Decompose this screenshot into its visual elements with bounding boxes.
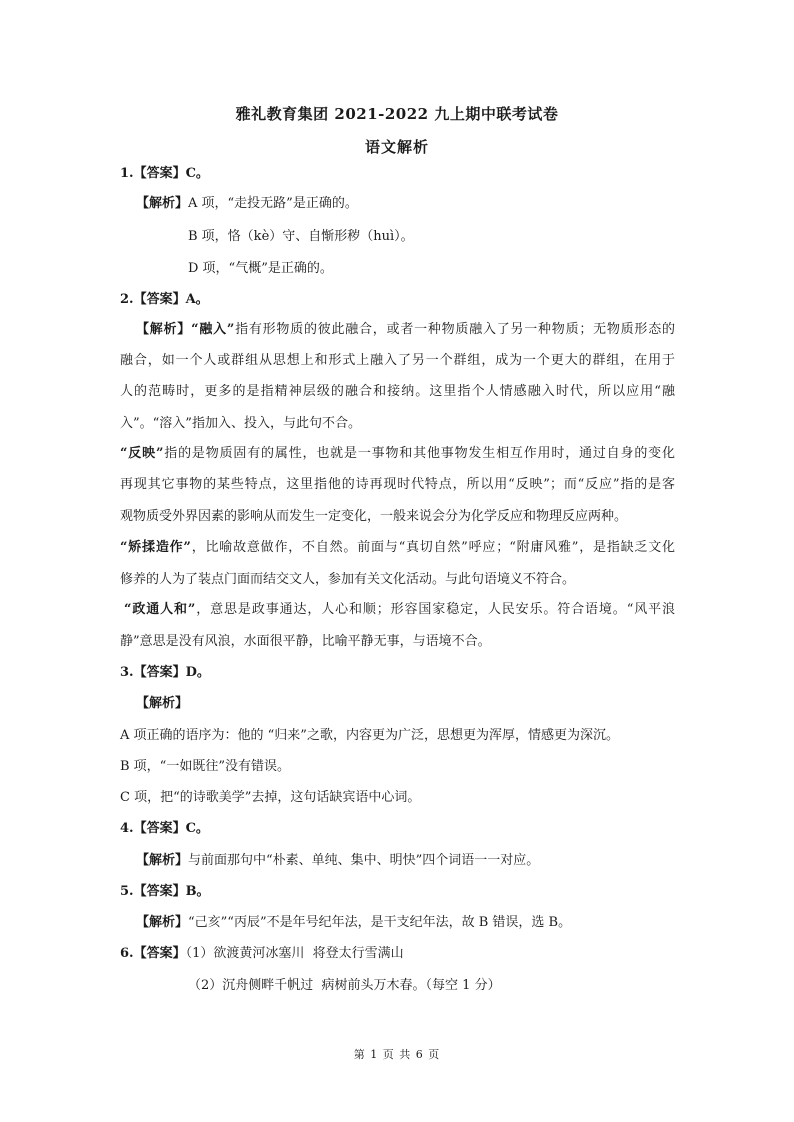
q5-analysis-text: “己亥”“丙辰”不是年号纪年法，是干支纪年法，故 B 错误，选 B。 [188, 915, 572, 930]
q2-p3-line-1 [120, 533, 675, 563]
q4-analysis-text: 与前面那句中“朴素、单纯、集中、明快”四个词语一一对应。 [188, 853, 540, 868]
q2-p4-line-1-text: ，意思是政事通达，人心和顺；形容国家稳定，人民安乐。符合语境。“风平浪 [195, 602, 675, 617]
q6-answer-row [120, 945, 404, 963]
q4-analysis-label: 【解析】 [136, 853, 189, 868]
q1-analysis-label: 【解析】 [136, 196, 189, 211]
q2-answer: 2.【答案】A。 [120, 292, 209, 307]
q2-term-jiaorou: “矫揉造作” [120, 540, 191, 555]
q4-answer: 4.【答案】C。 [120, 821, 209, 836]
q2-analysis-label: 【解析】 [136, 322, 192, 337]
q6-line-1: （1）欲渡黄河冰塞川 将登太行雪满山 [185, 946, 404, 961]
q6-answer: 6.【答案】 [120, 946, 186, 961]
q2-term-zhengtong: “政通人和” [124, 602, 196, 617]
q2-p3-line-2: 修养的人为了装点门面而结交文人，参加有关文化活动。与此句语境义不符合。 [120, 572, 576, 587]
q2-p1-line-2: 融合，如一个人或群组从思想上和形式上融入了另一个群组，成为一个更大的群组，在用于 [120, 353, 675, 368]
q1-analysis-line-3: D 项，“气概”是正确的。 [188, 261, 333, 276]
q2-p2-line-2: 再现其它事物的某些特点，这里指他的诗再现时代特点，所以用“反映”；而“反应”指的是客 [120, 477, 675, 492]
q2-p1-line-1 [136, 315, 675, 345]
q2-p1-line-4: 入”。“溶入”指加入、投入，与此句不合。 [120, 416, 361, 431]
q3-line-2: B 项，“一如既往”没有错误。 [120, 759, 290, 774]
q5-analysis [136, 914, 571, 932]
q2-p2-line-3: 观物质受外界因素的影响从而发生一定变化，一般来说会分为化学反应和物理反应两种。 [120, 509, 628, 524]
q2-term-fanying: “反映” [120, 446, 164, 461]
q3-line-3: C 项，把“的诗歌美学”去掉，这句话缺宾语中心词。 [120, 790, 421, 805]
q2-p2-line-1 [120, 439, 675, 469]
q5-analysis-label: 【解析】 [136, 915, 189, 930]
q1-analysis-line-1: A 项，“走投无路”是正确的。 [188, 196, 358, 211]
page-footer: 第 1 页 共 6 页 [353, 1048, 441, 1061]
q1-analysis-line-2: B 项，恪（kè）守、自惭形秽（huì）。 [188, 229, 414, 244]
q1-analysis [136, 195, 358, 213]
q3-answer: 3.【答案】D。 [120, 665, 210, 680]
q1-answer: 1.【答案】C。 [120, 166, 209, 181]
q2-p4-line-1 [124, 595, 675, 625]
q2-p2-line-1-text: 指的是物质固有的属性，也就是一事物和其他事物发生相互作用时，通过自身的变化 [163, 446, 675, 461]
q3-analysis-label: 【解析】 [136, 696, 189, 711]
q3-line-1: A 项正确的语序为：他的 “归来”之歌，内容更为广泛，思想更为浑厚，情感更为深沉。 [120, 728, 619, 743]
q2-p1-line-1-text: 指有形物质的彼此融合，或者一种物质融入了另一种物质；无物质形态的 [234, 322, 675, 337]
q2-term-rongru: “融入” [191, 322, 235, 337]
q2-p3-line-1-text: ，比喻故意做作，不自然。前面与“真切自然”呼应；“附庸风雅”，是指缺乏文化 [190, 540, 675, 555]
page-subtitle: 语文解析 [364, 138, 429, 156]
q4-analysis [136, 852, 539, 870]
q6-line-2: （2）沉舟侧畔千帆过 病树前头万木春。（每空 1 分） [188, 978, 501, 993]
page-title: 雅礼教育集团 2021-2022 九上期中联考试卷 [235, 105, 559, 123]
q5-answer: 5.【答案】B。 [120, 884, 210, 899]
q2-p4-line-2: 静”意思是没有风浪，水面很平静，比喻平静无事，与语境不合。 [120, 634, 491, 649]
q2-p1-line-3: 人的范畴时，更多的是指精神层级的融合和接纳。这里指个人情感融入时代，所以应用“融 [120, 384, 675, 399]
